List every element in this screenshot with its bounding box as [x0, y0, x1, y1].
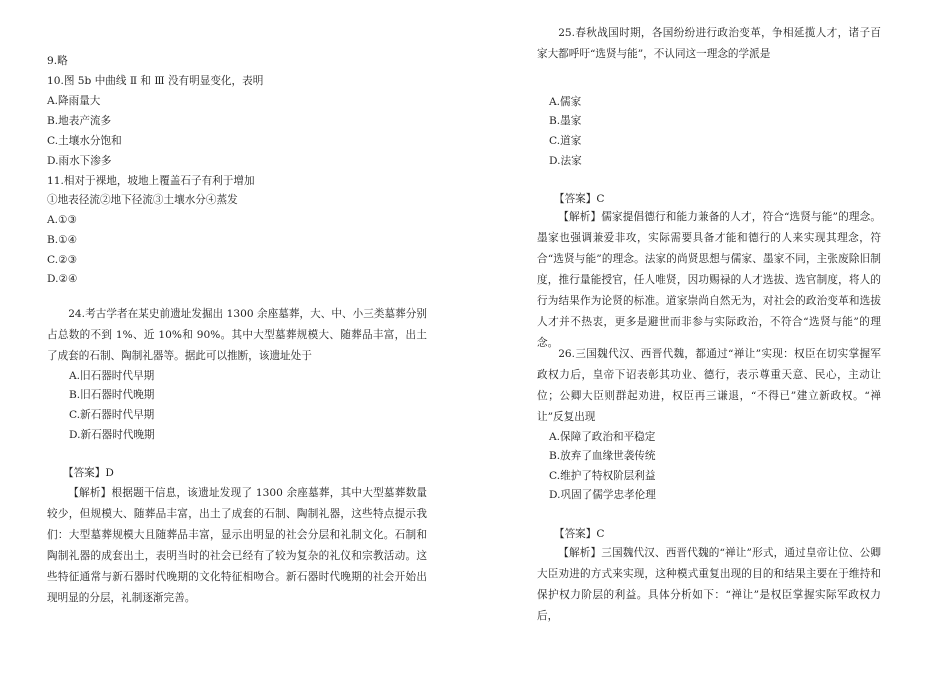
q24-option-a: A.旧石器时代早期 — [69, 370, 155, 382]
option-b: B.①④ — [47, 234, 78, 246]
question-11-items: ①地表径流②地下径流③土壤水分④蒸发 — [47, 194, 238, 206]
q24-option-d: D.新石器时代晚期 — [69, 429, 155, 441]
option-b: B.地表产流多 — [47, 115, 112, 127]
q24-option-b: B.旧石器时代晚期 — [69, 389, 155, 401]
question-25-stem: 25.春秋战国时期，各国纷纷进行政治变革，争相延揽人才，诸子百家大都呼吁“选贤与能”，不认同这一理念的学派是 — [537, 27, 881, 60]
q25-option-a: A.儒家 — [549, 96, 582, 108]
option-d: D.②④ — [47, 273, 78, 285]
q25-option-d: D.法家 — [549, 155, 582, 167]
option-a: A.①③ — [47, 214, 78, 226]
question-10-stem: 10.图 5b 中曲线 Ⅱ 和 Ⅲ 没有明显变化，表明 — [47, 75, 264, 87]
option-a: A.降雨量大 — [47, 95, 101, 107]
option-d: D.雨水下渗多 — [47, 155, 112, 167]
q24-answer: 【答案】D — [63, 467, 114, 479]
q25-option-c: C.道家 — [549, 135, 582, 147]
question-24-stem: 24.考古学者在某史前遗址发掘出 1300 余座墓葬，大、中、小三类墓葬分别占总数的不到 1%、近 10%和 90%。其中大型墓葬规模大、随葬品丰富，出土了成套的石制、陶制礼器等。据此可以推断，该遗址处于 — [47, 308, 427, 362]
q25-option-b: B.墨家 — [549, 115, 582, 127]
q26-answer: 【答案】C — [554, 528, 605, 540]
q26-option-c: C.维护了特权阶层利益 — [549, 470, 656, 482]
q26-analysis: 【解析】三国魏代汉、西晋代魏的“禅让”形式，通过皇帝让位、公卿大臣劝进的方式来实现，这种模式重复出现的目的和结果主要在于维持和保护权力阶层的利益。具体分析如下：“禅让”是权臣掌握实际军政权力后， — [537, 547, 881, 622]
question-26-stem: 26.三国魏代汉、西晋代魏，都通过“禅让”实现：权臣在切实掌握军政权力后，皇帝下诏表彰其功业、德行，表示尊重天意、民心，主动让位；公卿大臣则群起劝进，权臣再三谦退，“不得已”建立新政权。“禅让”反复出现 — [537, 348, 881, 423]
q26-option-a: A.保障了政治和平稳定 — [549, 431, 656, 443]
q25-answer: 【答案】C — [554, 193, 605, 205]
q26-option-b: B.放弃了血缘世袭传统 — [549, 450, 656, 462]
option-c: C.②③ — [47, 254, 78, 266]
q26-option-d: D.巩固了儒学忠孝伦理 — [549, 489, 656, 501]
q25-analysis: 【解析】儒家提倡德行和能力兼备的人才，符合“选贤与能”的理念。墨家也强调兼爱非攻，实际需要具备才能和德行的人来实现其理念，符合“选贤与能”的理念。法家的尚贤思想与儒家、墨家不同，主张废除旧制度，推行量能授官，任人唯贤，因功赐禄的人才选拔、选官制度，将人的行为结果作为论贤的标准。道家崇尚自然无为，对社会的政治变革和选拔人才并不热衷，更多是避世而非参与实际政治，不符合“选贤与能”的理念。 — [537, 211, 881, 349]
text-line: 9.略 — [47, 55, 68, 67]
q24-option-c: C.新石器时代早期 — [69, 409, 155, 421]
question-11-stem: 11.相对于裸地，坡地上覆盖石子有利于增加 — [47, 175, 255, 187]
option-c: C.土壤水分饱和 — [47, 135, 122, 147]
q24-analysis: 【解析】根据题干信息，该遗址发现了 1300 余座墓葬，其中大型墓葬数量较少，但规模大、随葬品丰富，出土了成套的石制、陶制礼器，这些特点提示我们：大型墓葬规模大且随葬品丰富，显示出明显的社会分层和礼制文化。石制和陶制礼器的成套出土，表明当时的社会已经有了较为复杂的礼仪和宗教活动。这些特征通常与新石器时代晚期的文化特征相吻合。新石器时代晚期的社会开始出现明显的分层，礼制逐渐完善。 — [47, 487, 427, 604]
